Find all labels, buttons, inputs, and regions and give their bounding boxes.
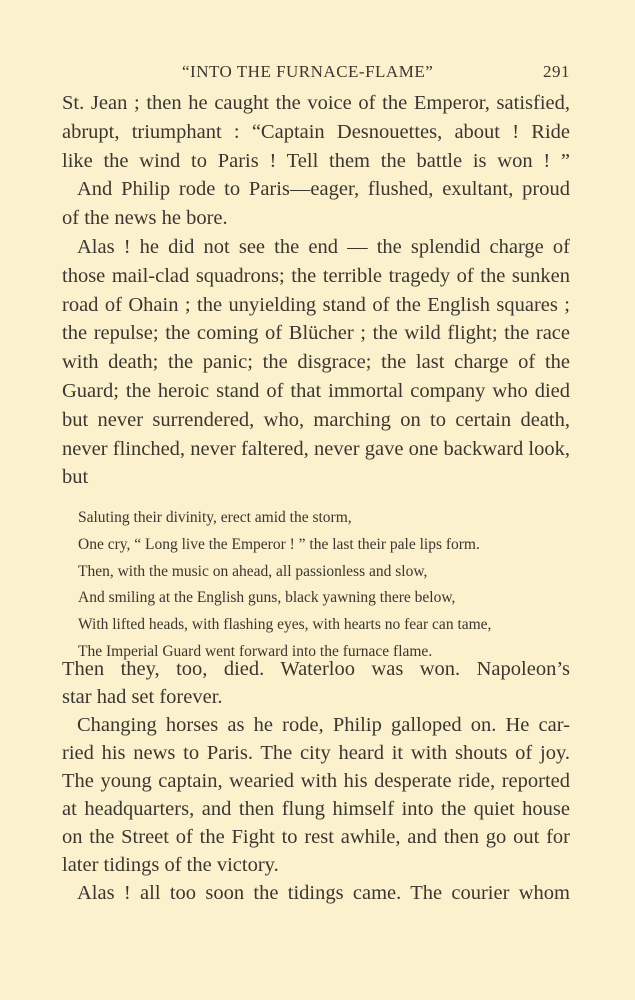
text-line: the repulse; the coming of Blücher ; the wild flight; the race xyxy=(62,322,570,345)
text-line: never flinched, never faltered, never gave one backward look, xyxy=(62,437,570,460)
text-line: like the wind to Paris ! Tell them the battle is won ! ” xyxy=(62,149,570,172)
running-header xyxy=(62,62,570,86)
text-line: road of Ohain ; the unyielding stand of the English squares ; xyxy=(62,293,570,316)
running-title: “INTO THE FURNACE-FLAME” xyxy=(182,62,434,81)
verse-quotation xyxy=(78,505,568,666)
text-line: but never surrendered, who, marching on to certain death, xyxy=(62,408,570,431)
text-line: with death; the panic; the disgrace; the last charge of the xyxy=(62,351,570,374)
verse-line: And smiling at the English guns, black yawning there below, xyxy=(78,589,456,607)
text-line: those mail-clad squadrons; the terrible tragedy of the sunken xyxy=(62,264,570,287)
text-line: St. Jean ; then he caught the voice of the Emperor, satisfied, xyxy=(62,92,570,114)
text-line: Alas ! he did not see the end — the splendid charge of xyxy=(77,235,570,258)
text-line: And Philip rode to Paris—eager, flushed, exultant, proud xyxy=(77,178,570,201)
text-line: Guard; the heroic stand of that immortal company who died xyxy=(62,379,570,402)
text-line: Changing horses as he rode, Philip galloped on. He car- xyxy=(77,714,570,736)
text-line: of the news he bore. xyxy=(62,207,228,230)
prose-paragraphs-top xyxy=(62,89,570,492)
text-line: star had set forever. xyxy=(62,686,223,708)
verse-line: Then, with the music on ahead, all passionless and slow, xyxy=(78,562,428,580)
text-line: ried his news to Paris. The city heard it with shouts of joy. xyxy=(62,742,570,764)
text-line: Alas ! all too soon the tidings came. The courier whom xyxy=(77,882,570,904)
prose-paragraphs-bottom xyxy=(62,655,570,907)
text-line: The young captain, wearied with his desperate ride, reported xyxy=(62,770,570,792)
text-line: abrupt, triumphant : “Captain Desnouettes, about ! Ride xyxy=(62,120,570,143)
verse-line: The Imperial Guard went forward into the furnace flame. xyxy=(78,642,433,660)
verse-line: Saluting their divinity, erect amid the storm, xyxy=(78,509,352,526)
text-line: but xyxy=(62,466,89,489)
text-line: later tidings of the victory. xyxy=(62,854,279,876)
text-line: at headquarters, and then flung himself into the quiet house xyxy=(62,798,570,820)
text-line: Then they, too, died. Waterloo was won. Napoleon’s xyxy=(62,658,570,680)
page-number: 291 xyxy=(543,62,570,81)
verse-line: One cry, “ Long live the Emperor ! ” the last their pale lips form. xyxy=(78,535,480,553)
verse-line: With lifted heads, with flashing eyes, with hearts no fear can tame, xyxy=(78,616,492,634)
text-line: on the Street of the Fight to rest awhile, and then go out for xyxy=(62,826,570,848)
